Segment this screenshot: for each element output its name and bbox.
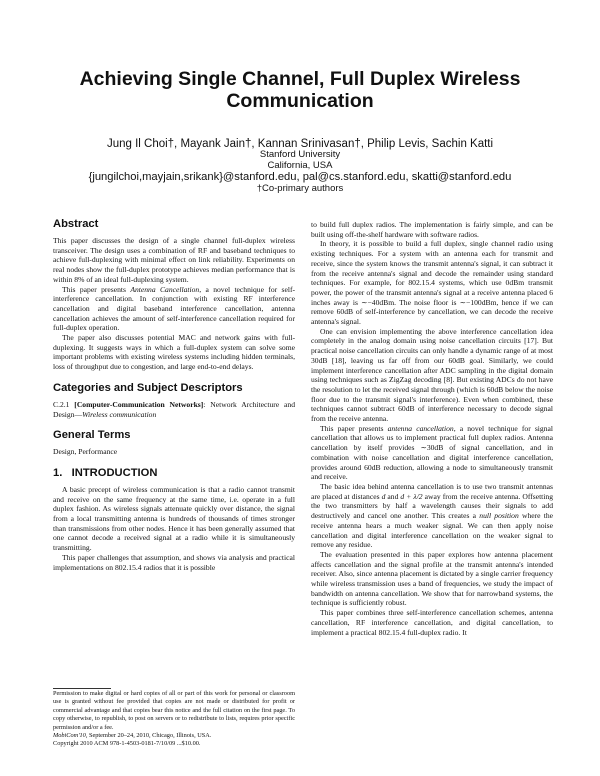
author-note: †Co-primary authors <box>256 183 344 194</box>
body-paragraph: The evaluation presented in this paper explores how antenna placement affects cancellation and the signal profile at the transmit antenna's intended receiver. Also, since antenna placement is dictated by a single carrier frequency while wireless transmission uses a band of frequencies, we study the impact of bandwidth on antenna cancellation. We show that for narrowband systems, the technique is sufficiently robust. <box>311 549 553 608</box>
body-paragraph: to build full duplex radios. The implementation is fairly simple, and can be built using off-the-shelf hardware with software radios. <box>311 220 553 239</box>
intro-paragraph: A basic precept of wireless communication is that a radio cannot transmit and receive on the same frequency at the same time, i.e. operate in a full duplex fashion. As wireless signals attenuate quickly over distance, the signal from a local transmitting antenna is hundreds of thousands of times stronger than transmissions from other nodes. Hence it has been generally assumed that one cannot decode a received signal at a radio while it is simultaneously transmitting. <box>53 484 295 553</box>
affiliation-location: California, USA <box>267 160 333 171</box>
introduction-heading: 1. INTRODUCTION <box>53 466 158 479</box>
body-paragraph <box>311 424 553 482</box>
copyright-line: Copyright 2010 ACM 978-1-4503-0181-7/10/09 ...$10.00. <box>53 740 201 748</box>
text-run: This paper presents <box>320 423 388 433</box>
body-paragraph: One can envision implementing the above interference cancellation idea completely in the analog domain using noise cancellation circuits [17]. But practical noise cancellation circuits can only handle a dynamic range of at most 30dB [18], leaving us far off from our 60dB goal. Similarly, we could implement interference cancellation after ADC sampling in the digital domain using techniques such as ZigZag decoding [8]. But existing ADCs do not have the resolution to let the received signal through (which is 60dB below the noise floor due to the transmit signal's interference). Even when combined, these techniques cannot subtract 60dB of interference necessary to decode signal from the receive antenna. <box>311 326 553 424</box>
math-d-offset: d + λ/2 <box>400 491 423 501</box>
text-run: : Network Architecture and Design— <box>53 399 295 419</box>
intro-paragraph: This paper challenges that assumption, and shows via analysis and practical implementations on 802.15.4 radios that it is possible <box>53 552 295 572</box>
general-terms-text: Design, Performance <box>53 447 118 457</box>
right-column <box>311 220 553 637</box>
permission-text: Permission to make digital or hard copies of all or part of this work for personal or classroom use is granted without fee provided that copies are not made or distributed for profit or commercial advantage and that copies bear this notice and the full citation on the first page. To copy otherwise, to republish, to post on servers or to redistribute to lists, requires prior specific permission and/or a fee. <box>53 690 295 731</box>
body-paragraph <box>311 482 553 550</box>
emphasis: Antenna Cancellation <box>130 284 200 294</box>
category-bold: [Computer-Communication Networks] <box>74 399 204 409</box>
text-run: , a novel technique for signal cancellation that allows us to implement practical full duplex radios. Antenna cancellation by itself provides ∼30dB of signal cancellation, and in combination with noise cancellation and digital interference cancellation, provides around 60dB reduction, allowing a node to simultaneously transmit and receive. <box>311 423 553 482</box>
abstract-heading: Abstract <box>53 218 99 230</box>
emphasis: Wireless communication <box>82 409 157 419</box>
abstract-paragraph <box>53 285 295 334</box>
author-emails: {jungilchoi,mayjain,srikank}@stanford.edu, pal@cs.stanford.edu, skatti@stanford.edu <box>88 171 512 183</box>
author-list: Jung Il Choi†, Mayank Jain†, Kannan Srinivasan†, Philip Levis, Sachin Katti <box>106 138 494 150</box>
venue-rest: September 20–24, 2010, Chicago, Illinois, USA. <box>87 732 212 740</box>
text-run: where the receive antenna hears a much weaker signal. We can then apply noise cancellation and digital interference cancellation on the weaker signal to remove any residue. <box>311 511 554 550</box>
math-d: d <box>381 491 386 501</box>
footnote-rule <box>53 688 111 689</box>
body-paragraph: This paper combines three self-interference cancellation schemes, antenna cancellation, RF interference cancellation, and digital cancellation, to implement a practical 802.15.4 full-duplex radio. It <box>311 608 553 637</box>
emphasis: null position <box>479 511 519 521</box>
venue: MobiCom'10, <box>53 732 88 740</box>
body-paragraph: In theory, it is possible to build a full duplex, single channel radio using existing techniques. For a system with an antenna each for transmit and receive, since the system knows the transmit antenna's signal, it can subtract it from the receive antenna's signal and decode the remainder using standard techniques. For example, for 802.15.4 systems, which use 0dBm transmit power, the power of the transmit antenna's signal at a receive antenna placed 6 inches away is ∼−40dBm. The noise floor is ∼−100dBm, hence if we can remove 60dB of self-interference by cancellation, we can decode the receive antenna's signal. <box>311 239 553 327</box>
text-run: C.2.1 <box>53 399 75 409</box>
permission-footnote <box>53 690 295 749</box>
text-run: The basic idea behind antenna cancellation is to use two transmit antennas are placed at distances <box>311 481 553 501</box>
abstract-paragraph: This paper discusses the design of a single channel full-duplex wireless transceiver. The design uses a combination of RF and baseband techniques to achieve full-duplexing with minimal effect on link reliability. Experiments on real nodes show the full-duplex prototype achieves median performance that is within 8% of an ideal full-duplexing system. <box>53 236 295 284</box>
general-terms-heading: General Terms <box>53 429 131 442</box>
categories-text <box>53 400 295 419</box>
categories-heading: Categories and Subject Descriptors <box>53 381 243 394</box>
text-run: , a novel technique for self-interference cancellation. In conjunction with existing RF interference cancellation and digital baseband interference cancellation, antenna cancellation achieves the amount of self-interference cancellation required for full-duplex operation. <box>53 284 296 333</box>
left-column <box>53 218 295 572</box>
text-run: away from the receive antenna. Offsetting the two transmitters by half a wavelength causes their signals to add destructively and cancel one another. This creates a <box>311 491 553 521</box>
text-run: This paper presents <box>62 284 131 294</box>
abstract-paragraph: The paper also discusses potential MAC and network gains with full-duplexing. It suggests ways in which a full-duplex system can solve some important problems with existing wireless systems including hidden terminals, loss of throughput due to congestion, and large end-to-end delays. <box>53 333 295 372</box>
affiliation-university: Stanford University <box>259 149 341 160</box>
emphasis: antenna cancellation <box>387 423 454 433</box>
text-run: and <box>385 491 401 501</box>
venue-line <box>53 732 295 740</box>
paper-title: Achieving Single Channel, Full Duplex Wireless Communication <box>79 68 521 112</box>
affiliation <box>40 149 560 171</box>
